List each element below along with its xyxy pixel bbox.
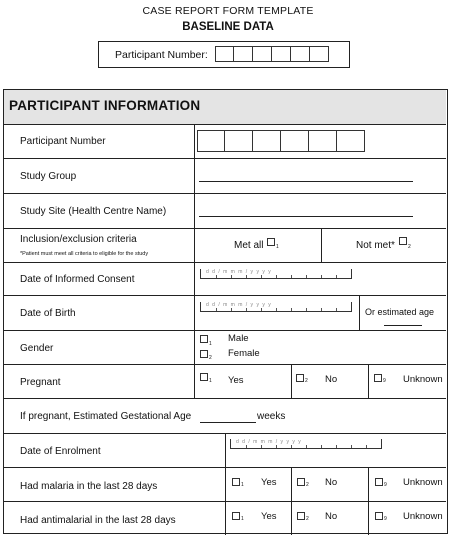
- divider: [225, 434, 226, 467]
- date-tick: [276, 308, 277, 311]
- antimalarial-no-checkbox[interactable]: [297, 512, 305, 520]
- participant-number-field[interactable]: [197, 130, 365, 152]
- row-label: Study Group: [20, 171, 77, 182]
- row-label: Date of Birth: [20, 308, 76, 319]
- row-enrolment-date: [4, 433, 446, 467]
- row-study-site: [4, 193, 446, 228]
- date-tick: [321, 308, 322, 311]
- checkbox-code: 1: [276, 244, 279, 250]
- yes-label: Yes: [261, 511, 277, 522]
- unknown-label: Unknown: [403, 374, 443, 385]
- study-group-field[interactable]: [199, 181, 413, 182]
- checkbox-code: 1: [241, 482, 244, 488]
- study-site-field[interactable]: [199, 216, 413, 217]
- participant-information-table: [3, 89, 448, 534]
- divider: [194, 194, 195, 228]
- no-label: No: [325, 477, 338, 488]
- digit-box[interactable]: [253, 46, 272, 62]
- gestational-age-suffix: weeks: [257, 411, 286, 422]
- checkbox-code: 2: [306, 482, 309, 488]
- digit-box[interactable]: [309, 130, 337, 152]
- pregnant-unknown-checkbox[interactable]: [374, 374, 382, 382]
- date-format-hint: d d / m m m / y y y y: [206, 269, 272, 275]
- participant-number-box: [98, 41, 350, 68]
- divider: [291, 365, 292, 398]
- divider: [368, 502, 369, 535]
- date-tick: [216, 275, 217, 278]
- met-all-label: Met all: [234, 240, 264, 251]
- date-tick: [246, 275, 247, 278]
- yes-label: Yes: [261, 477, 277, 488]
- date-tick: [291, 445, 292, 448]
- antimalarial-yes-checkbox[interactable]: [232, 512, 240, 520]
- checkbox-code: 2: [306, 516, 309, 522]
- row-label: Had antimalarial in the last 28 days: [20, 515, 176, 526]
- not-met-checkbox[interactable]: [399, 237, 407, 245]
- digit-box[interactable]: [215, 46, 234, 62]
- pregnant-yes-checkbox[interactable]: [200, 373, 208, 381]
- divider: [194, 125, 195, 158]
- date-tick: [351, 445, 352, 448]
- digit-box[interactable]: [281, 130, 309, 152]
- row-gestational-age: [4, 398, 446, 433]
- date-format-hint: d d / m m m / y y y y: [206, 302, 272, 308]
- date-tick: [261, 445, 262, 448]
- inclusion-note: *Patient must meet all criteria to eligible for the study: [20, 251, 149, 257]
- row-label: Inclusion/exclusion criteria: [20, 234, 137, 245]
- date-tick: [231, 308, 232, 311]
- date-tick: [246, 308, 247, 311]
- divider: [291, 502, 292, 535]
- date-tick: [306, 308, 307, 311]
- date-tick: [306, 275, 307, 278]
- row-label: Study Site (Health Centre Name): [20, 206, 167, 217]
- divider: [194, 263, 195, 295]
- date-tick: [216, 308, 217, 311]
- malaria-no-checkbox[interactable]: [297, 478, 305, 486]
- divider: [194, 229, 195, 262]
- dob-field[interactable]: [200, 302, 352, 312]
- divider: [291, 468, 292, 501]
- pregnant-no-checkbox[interactable]: [296, 374, 304, 382]
- date-tick: [306, 445, 307, 448]
- divider: [225, 468, 226, 501]
- date-tick: [336, 308, 337, 311]
- digit-box[interactable]: [337, 130, 365, 152]
- participant-number-label: Participant Number:: [115, 49, 208, 61]
- date-tick: [246, 445, 247, 448]
- estimated-age-field[interactable]: [384, 325, 422, 326]
- divider: [194, 365, 195, 398]
- row-study-group: [4, 158, 446, 193]
- date-format-hint: d d / m m m / y y y y: [236, 439, 302, 445]
- row-label: Gender: [20, 343, 54, 354]
- divider: [368, 365, 369, 398]
- date-tick: [231, 275, 232, 278]
- divider: [321, 229, 322, 262]
- male-checkbox[interactable]: [200, 335, 208, 343]
- template-title: CASE REPORT FORM TEMPLATE: [142, 5, 314, 17]
- row-malaria: [4, 467, 446, 501]
- estimated-age-label: Or estimated age: [365, 307, 435, 317]
- date-tick: [276, 445, 277, 448]
- date-tick: [276, 275, 277, 278]
- unknown-label: Unknown: [403, 511, 443, 522]
- divider: [359, 296, 360, 330]
- enrolment-date-field[interactable]: [230, 439, 382, 449]
- digit-box[interactable]: [234, 46, 253, 62]
- digit-box[interactable]: [253, 130, 281, 152]
- row-consent-date: [4, 262, 446, 295]
- section-title: BASELINE DATA: [182, 21, 274, 33]
- row-label: Date of Enrolment: [20, 446, 101, 457]
- table-heading-row: [4, 90, 446, 124]
- not-met-label: Not met*: [356, 240, 395, 251]
- checkbox-code: 9: [384, 482, 387, 488]
- gestational-age-prefix: If pregnant, Estimated Gestational Age: [20, 411, 192, 422]
- row-participant-number: [4, 124, 446, 158]
- date-tick: [261, 275, 262, 278]
- row-pregnant: [4, 364, 446, 398]
- consent-date-field[interactable]: [200, 269, 352, 279]
- row-antimalarial: [4, 501, 446, 535]
- row-inclusion-criteria: [4, 228, 446, 262]
- divider: [368, 468, 369, 501]
- row-label: Pregnant: [20, 377, 61, 388]
- table-heading: PARTICIPANT INFORMATION: [9, 98, 201, 113]
- female-label: Female: [228, 348, 260, 359]
- checkbox-code: 1: [241, 516, 244, 522]
- row-label: Date of Informed Consent: [20, 274, 135, 285]
- date-tick: [336, 445, 337, 448]
- divider: [225, 502, 226, 535]
- divider: [194, 296, 195, 330]
- checkbox-code: 2: [408, 244, 411, 250]
- no-label: No: [325, 511, 338, 522]
- checkbox-code: 2: [305, 378, 308, 384]
- digit-box[interactable]: [291, 46, 310, 62]
- yes-label: Yes: [228, 375, 244, 386]
- digit-box[interactable]: [225, 130, 253, 152]
- date-tick: [366, 445, 367, 448]
- malaria-yes-checkbox[interactable]: [232, 478, 240, 486]
- date-tick: [336, 275, 337, 278]
- male-label: Male: [228, 333, 249, 344]
- checkbox-code: 2: [209, 355, 212, 361]
- checkbox-code: 1: [209, 378, 212, 384]
- date-tick: [291, 275, 292, 278]
- date-tick: [291, 308, 292, 311]
- unknown-label: Unknown: [403, 477, 443, 488]
- checkbox-code: 9: [383, 378, 386, 384]
- date-tick: [321, 445, 322, 448]
- row-label: Participant Number: [20, 136, 106, 147]
- female-checkbox[interactable]: [200, 350, 208, 358]
- row-date-of-birth: [4, 295, 446, 330]
- gestational-age-field[interactable]: [200, 422, 256, 423]
- checkbox-code: 9: [384, 516, 387, 522]
- no-label: No: [325, 374, 338, 385]
- antimalarial-unknown-checkbox[interactable]: [375, 512, 383, 520]
- digit-box[interactable]: [310, 46, 329, 62]
- date-tick: [261, 308, 262, 311]
- met-all-checkbox[interactable]: [267, 238, 275, 246]
- row-label: Had malaria in the last 28 days: [20, 481, 158, 492]
- digit-box[interactable]: [197, 130, 225, 152]
- divider: [194, 331, 195, 364]
- divider: [194, 159, 195, 193]
- participant-number-digits[interactable]: [215, 46, 329, 62]
- row-gender: [4, 330, 446, 364]
- malaria-unknown-checkbox[interactable]: [375, 478, 383, 486]
- date-tick: [321, 275, 322, 278]
- checkbox-code: 1: [209, 341, 212, 347]
- digit-box[interactable]: [272, 46, 291, 62]
